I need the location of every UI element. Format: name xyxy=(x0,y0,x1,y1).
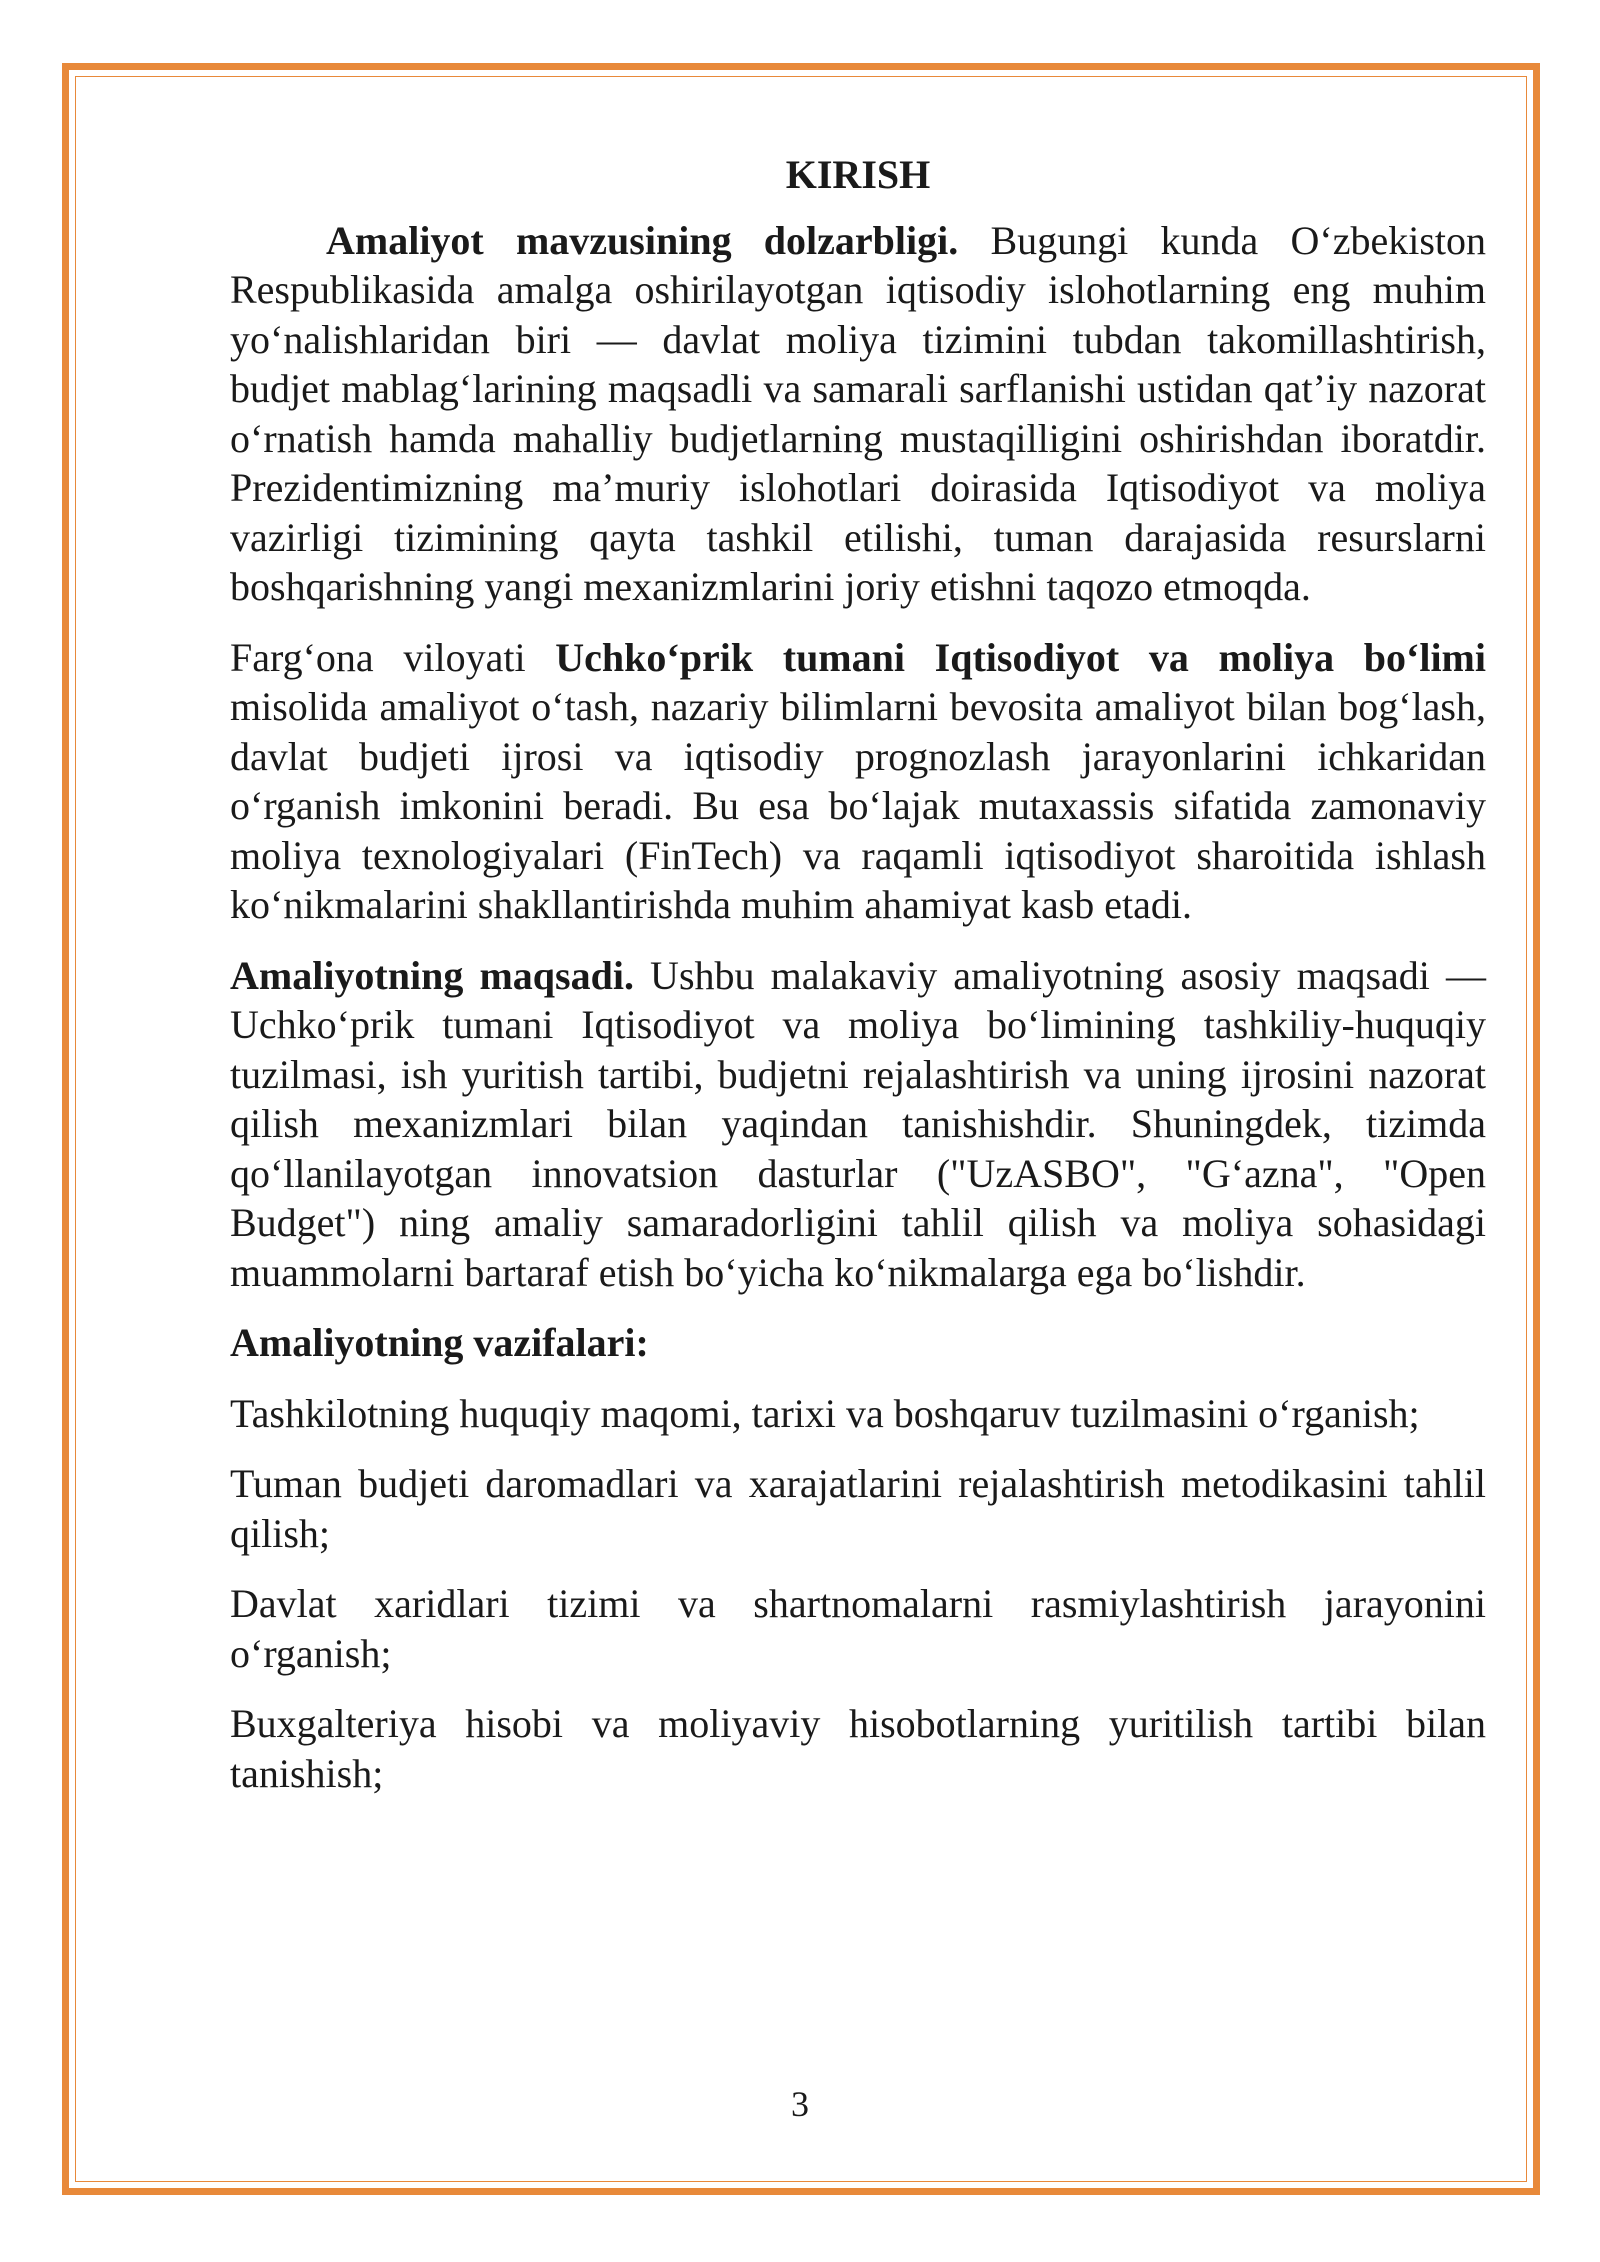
paragraph-relevance-text: Bugungi kunda O‘zbekiston Respublikasida amalga oshirilayotgan iqtisodiy islohotlarning eng muhim yo‘nalishlaridan biri — davlat moliya tizimini tubdan takomillashtirish, budjet mablag‘larining maqsadli va samarali sarflanishi ustidan qat’iy nazorat o‘rnatish hamda mahalliy budjetlarning mustaqilligini oshirishdan iboratdir. Prezidentimizning ma’muriy islohotlari doirasida Iqtisodiyot va moliya vazirligi tizimining qayta tashkil etilishi, tuman darajasida resurslarni boshqarishning yangi mexanizmlarini joriy etishni taqozo etmoqda. xyxy=(230,217,1486,609)
paragraph-goal xyxy=(230,951,1486,1298)
paragraph-organization-text: misolida amaliyot o‘tash, nazariy bilimlarni bevosita amaliyot bilan bog‘lash, davlat budjeti ijrosi va iqtisodiy prognozlash jarayonlarini ichkaridan o‘rganish imkonini beradi. Bu esa bo‘lajak mutaxassis sifatida zamonaviy moliya texnologiyalari (FinTech) va raqamli iqtisodiyot sharoitida ishlash ko‘nikmalarini shakllantirishda muhim ahamiyat kasb etadi. xyxy=(230,684,1486,927)
task-item: Davlat xaridlari tizimi va shartnomalarni rasmiylashtirish jarayonini o‘rganish; xyxy=(230,1581,1486,1676)
document-body xyxy=(230,150,1486,1819)
task-item: Buxgalteriya hisobi va moliyaviy hisobotlarning yuritilish tartibi bilan tanishish; xyxy=(230,1701,1486,1796)
tasks-heading: Amaliyotning vazifalari: xyxy=(230,1320,649,1365)
task-item: Tuman budjeti daromadlari va xarajatlarini rejalashtirish metodikasini tahlil qilish; xyxy=(230,1461,1486,1556)
page-number: 3 xyxy=(791,2084,809,2124)
organization-name: Uchko‘prik tumani Iqtisodiyot va moliya bo‘limi xyxy=(555,634,1486,680)
paragraph-organization-lead: Farg‘ona viloyati xyxy=(230,634,556,680)
paragraph-goal-heading: Amaliyotning maqsadi. xyxy=(230,952,634,998)
section-title: KIRISH xyxy=(785,152,931,197)
paragraph-goal-text: Ushbu malakaviy amaliyotning asosiy maqsadi — Uchko‘prik tumani Iqtisodiyot va moliya bo‘limining tashkiliy-huquqiy tuzilmasi, ish yuritish tartibi, budjetni rejalashtirish va uning ijrosini nazorat qilish mexanizmlari bilan yaqindan tanishishdir. Shuningdek, tizimda qo‘llanilayotgan innovatsion dasturlar ("UzASBO", "G‘azna", "Open Budget") ning amaliy samaradorligini tahlil qilish va moliya sohasidagi muammolarni bartaraf etish bo‘yicha ko‘nikmalarga ega bo‘lishdir. xyxy=(230,952,1486,1295)
paragraph-organization xyxy=(230,633,1486,930)
paragraph-relevance xyxy=(230,216,1486,612)
task-item: Tashkilotning huquqiy maqomi, tarixi va boshqaruv tuzilmasini o‘rganish; xyxy=(230,1390,1420,1436)
paragraph-relevance-heading: Amaliyot mavzusining dolzarbligi. xyxy=(326,217,959,263)
